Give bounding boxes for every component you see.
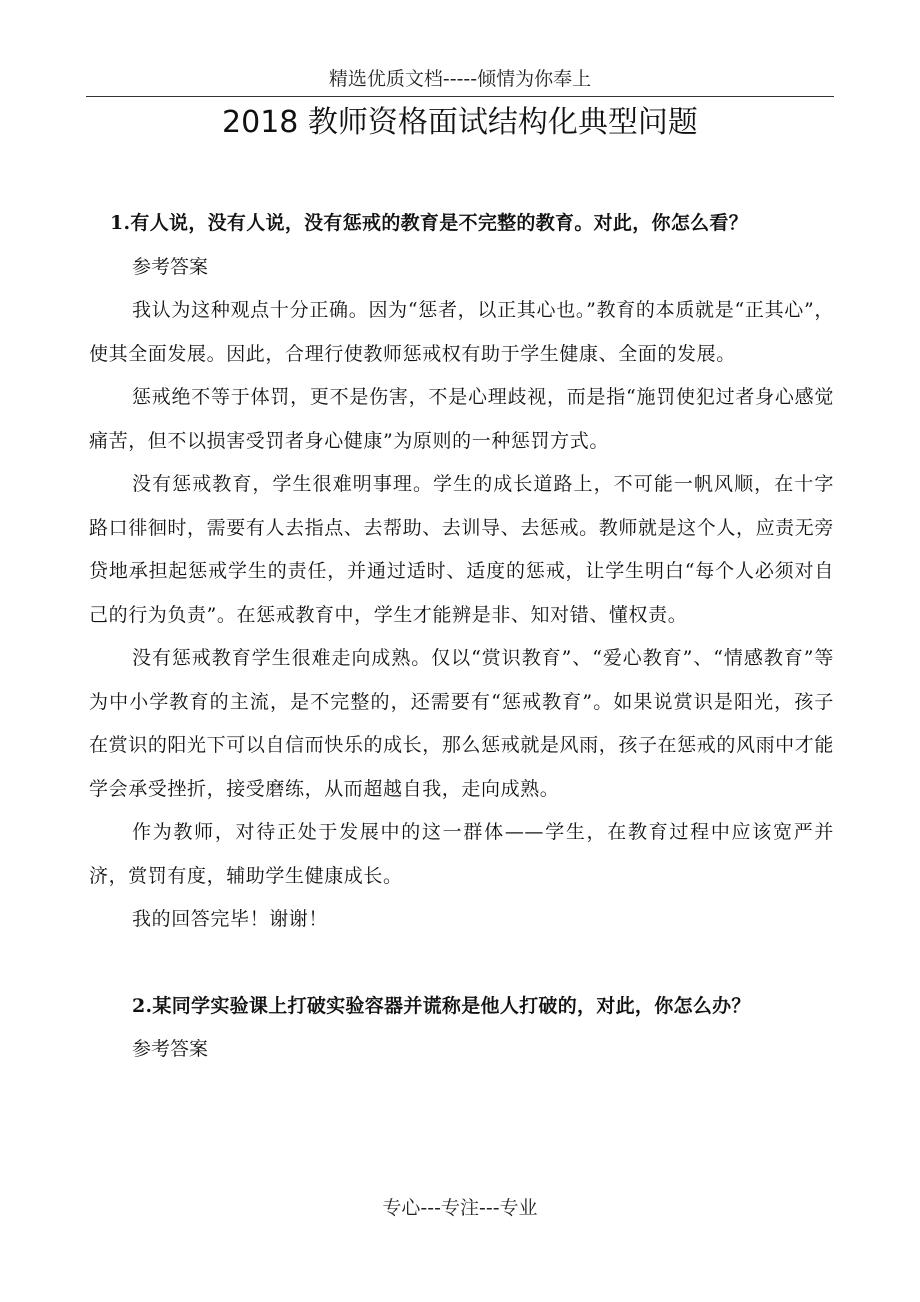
answer-paragraph: 没有惩戒教育学生很难走向成熟。仅以“赏识教育”、“爱心教育”、“情感教育”等为中小学教育的主流，是不完整的，还需要有“惩戒教育”。如果说赏识是阳光，孩子在赏识的阳光下可以自信而快乐的成长，那么惩戒就是风雨，孩子在惩戒的风雨中才能学会承受挫折，接受磨练，从而超越自我，走向成熟。: [89, 647, 834, 800]
page-footer: 专心---专注---专业: [382, 1197, 538, 1219]
answer-paragraph: 没有惩戒教育，学生很难明事理。学生的成长道路上，不可能一帆风顺，在十字路口徘徊时，需要有人去指点、去帮助、去训导、去惩戒。教师就是这个人，应责无旁贷地承担起惩戒学生的责任，并通过适时、适度的惩戒，让学生明白“每个人必须对自己的行为负责”。在惩戒教育中，学生才能辨是非、知对错、懂权责。: [89, 473, 834, 626]
question-2-answer-label: 参考答案: [132, 1038, 209, 1060]
question-1-heading: 1.有人说，没有人说，没有惩戒的教育是不完整的教育。对此，你怎么看？: [110, 212, 749, 234]
answer-paragraph: 我认为这种观点十分正确。因为“惩者，以正其心也。”教育的本质就是“正其心”，使其全面发展。因此，合理行使教师惩戒权有助于学生健康、全面的发展。: [89, 299, 834, 365]
answer-paragraph: 惩戒绝不等于体罚，更不是伤害，不是心理歧视，而是指“施罚使犯过者身心感觉痛苦，但不以损害受罚者身心健康”为原则的一种惩罚方式。: [89, 386, 834, 452]
page-header: 精选优质文档-----倾情为你奉上: [328, 68, 592, 90]
question-1-answer-label: 参考答案: [132, 255, 209, 278]
header-divider: [86, 96, 834, 97]
answer-closing: 我的回答完毕！谢谢！: [132, 908, 329, 930]
question-2-heading: 2.某同学实验课上打破实验容器并谎称是他人打破的，对此，你怎么办？: [132, 994, 751, 1017]
answer-paragraph: 作为教师，对待正处于发展中的这一群体——学生，在教育过程中应该宽严并济，赏罚有度，辅助学生健康成长。: [89, 821, 834, 887]
document-title: 2018 教师资格面试结构化典型问题: [222, 105, 698, 140]
document-body: [89, 202, 834, 1072]
